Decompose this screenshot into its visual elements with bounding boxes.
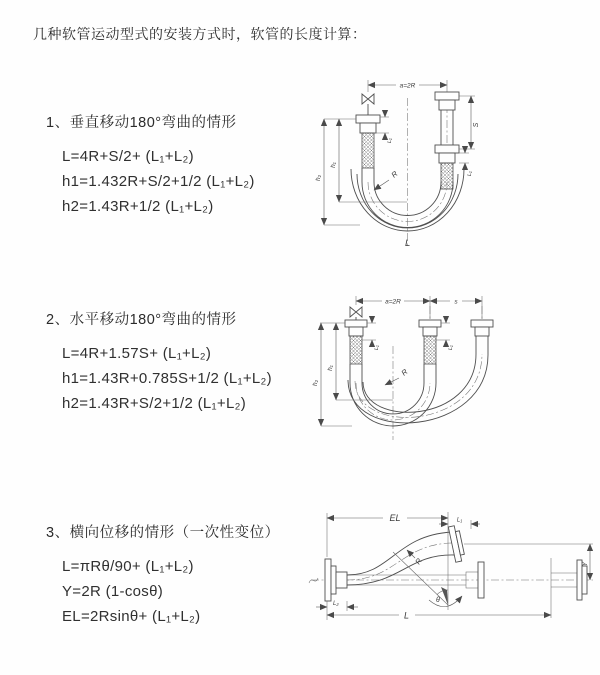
middle-flange [478, 562, 484, 598]
dim-fitting2 [316, 601, 358, 611]
pipe-walls-1 [350, 364, 362, 383]
section-heading: 1、垂直移动180°弯曲的情形 [46, 115, 237, 131]
dim-label-stroke: S [473, 122, 480, 128]
right-lower-flange [435, 145, 459, 153]
left-flange [356, 115, 380, 123]
dim-label-radius: R [399, 367, 410, 378]
centerline-break-mark [309, 578, 318, 583]
hose-u-bend [350, 383, 436, 426]
dim-h2 [312, 323, 352, 426]
formula-line: h2=1.43R+1/2 (L₁+L₂) [62, 198, 214, 215]
dim-fitting-right [459, 146, 473, 176]
dim-h2 [315, 119, 360, 225]
formula-line: L=πRθ/90+ (L₁+L₂) [62, 558, 194, 575]
dim-label-radius: R [413, 556, 424, 567]
dim-label-h2: h₂ [312, 379, 319, 387]
dim-shift [430, 299, 482, 306]
dim-label-fitting: L₁ [467, 171, 473, 176]
formula-line: L=4R+S/2+ (L₁+L₂) [62, 148, 194, 165]
diagram-horizontal-180-bend [308, 288, 573, 456]
dim-label-offset: Y [582, 561, 589, 567]
dim-label-fitting: L₁ [387, 138, 393, 143]
dim-label-length: L [405, 238, 411, 249]
dim-radius [385, 367, 410, 385]
dim-label-el: EL [389, 513, 401, 523]
dim-label-fitting: L₁ [456, 517, 463, 524]
flange-1-hub [349, 327, 363, 336]
left-braided-section [362, 133, 374, 168]
dim-stroke [459, 96, 480, 149]
diagram-lateral-displacement [303, 502, 595, 644]
angle-theta [393, 552, 462, 607]
dim-label-h2: h₂ [315, 174, 322, 182]
valve-icon [350, 307, 362, 320]
right-upper-flange-hub [439, 100, 455, 110]
dim-label-span: a=2R [399, 82, 416, 90]
diagram-vertical-180-bend [312, 70, 562, 255]
dim-fitting [439, 518, 480, 530]
page-title: 几种软管运动型式的安装方式时，软管的长度计算： [33, 26, 367, 42]
formula-line: h1=1.432R+S/2+1/2 (L₁+L₂) [62, 173, 255, 190]
formula-line: EL=2Rsinθ+ (L₁+L₂) [62, 608, 201, 625]
flange-2-hub [423, 327, 437, 336]
dim-label-h1: h₁ [330, 162, 337, 168]
left-pipe-walls [362, 168, 374, 182]
section-heading: 3、横向位移的情形（一次性变位） [46, 525, 280, 541]
left-flange-plate [331, 566, 336, 594]
formula-line: L=4R+1.57S+ (L₁+L₂) [62, 345, 212, 362]
right-flange-plate [582, 566, 587, 594]
dim-label-fitting2: L₂ [333, 601, 339, 607]
dim-radius [407, 550, 424, 566]
dim-label-length: L [404, 610, 410, 621]
pipe-walls-2 [424, 364, 436, 383]
section-horizontal-movement [46, 308, 272, 416]
dim-span [368, 80, 447, 92]
left-flange-hub [360, 123, 376, 133]
section-vertical-movement [46, 111, 255, 219]
hose-u-bend-displaced [348, 354, 488, 423]
formula-line: Y=2R (1-cosθ) [62, 583, 164, 600]
valve-icon [362, 94, 374, 115]
dim-label-radius: R [389, 169, 400, 180]
pipe-walls-3 [476, 336, 488, 354]
section-lateral-displacement [46, 521, 280, 629]
dim-label-h1: h₁ [327, 365, 334, 371]
dim-label-fitting: L₁ [374, 345, 380, 350]
dim-label-shift: s [454, 298, 458, 306]
dim-radius [374, 169, 400, 190]
right-lower-flange-hub [439, 153, 455, 163]
braided-section-1 [350, 336, 362, 364]
left-pipe-stub [336, 572, 347, 588]
left-flange [325, 559, 331, 601]
dim-label-span: a=2R [385, 298, 401, 306]
flange-2 [419, 320, 441, 327]
dim-el [327, 512, 448, 610]
right-upper-flange [435, 92, 459, 100]
braided-section-2 [424, 336, 436, 364]
dim-span [356, 296, 482, 319]
flange-1 [345, 320, 367, 327]
dim-label-angle: θ [436, 597, 440, 604]
flange-3-hub [475, 327, 489, 336]
flange-3 [471, 320, 493, 327]
section-heading: 2、水平移动180°弯曲的情形 [46, 312, 237, 328]
hose-s-curve [347, 532, 454, 585]
formula-line: h1=1.43R+0.785S+1/2 (L₁+L₂) [62, 370, 272, 387]
dim-label-fitting: L₁ [448, 345, 454, 350]
displaced-flange [448, 525, 465, 562]
formula-line: h2=1.43R+S/2+1/2 (L₁+L₂) [62, 395, 247, 412]
